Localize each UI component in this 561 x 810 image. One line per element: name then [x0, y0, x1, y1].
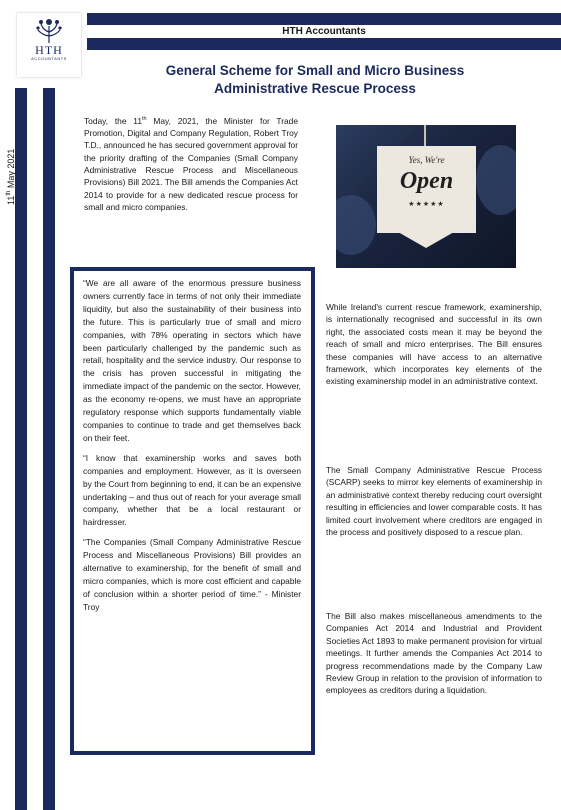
minister-quote — [83, 277, 301, 621]
quote-paragraph-2: “I know that examinership works and saves both companies and employment. However, as it is overseen by the Court from beginning to end, it can be an expensive undertaking – and thus out of reach for your average small company, whether that be a local restaurant or hairdresser. — [83, 452, 301, 528]
logo-letters: HTH — [35, 43, 63, 57]
right-paragraph-3: The Bill also makes miscellaneous amendments to the Companies Act 2014 and Industrial and Provident Societies Act 1893 to make permanent provision for virtual meetings. It further amends the Companies Act 2014 to progress recommendations made by the Company Law Review Group in relation to the provision of information to employees as creditors during a liquidation. — [326, 611, 542, 696]
intro-part2: May, 2021, the Minister for Trade Promotion, Digital and Company Regulation, Robert Troy T.D., announced he has secured government approval for the priority drafting of the Companies (Small Company Administrative Rescue Process and Miscellaneous Provisions) Bill 2021. The Bill amends the Companies Act 2014 to provide for a new dedicated rescue process for small and micro companies. — [84, 115, 298, 212]
title-line-2: Administrative Rescue Process — [214, 81, 416, 96]
title-line-1: General Scheme for Small and Micro Business — [165, 63, 465, 78]
sign-string — [424, 125, 426, 147]
vertical-date — [6, 149, 16, 205]
right-paragraph-1: While Ireland's current rescue framework, examinership, is internationally recognised and successful in its own right, the associated costs mean it may be beyond the reach of small and micro enterprises. The Bill ensures these companies will have access to an alternative framework, which incorporates key elements of the existing examinership model in an administrative context. — [326, 302, 542, 387]
sign-line-1: Yes, We're — [408, 155, 445, 165]
flower-icon — [34, 16, 64, 44]
quote-paragraph-1: “We are all aware of the enormous pressure business owners currently face in terms of not only their immediate liquidity, but also the sustainability of their business into the future. This is particularly true of small and micro companies, with 78% operating in sectors which have been particularly challenged by the pandemic such as retail, hospitality and the service industry. Our response to the crisis has proven successful in mitigating the immediate impact of the pandemic on the sector. However, as the economy re-opens, we must have an appropriate regulatory response which supports fundamentally viable companies to continue to trade and get themselves back on their feet. — [83, 278, 301, 443]
header-top-bar — [87, 13, 561, 25]
logo-subtitle: ACCOUNTANTS — [31, 56, 67, 61]
page-title — [100, 62, 530, 98]
date-rest: May 2021 — [6, 148, 16, 191]
intro-part1: Today, the 11 — [84, 115, 142, 126]
date-suffix: th — [6, 190, 12, 196]
intro-sup: th — [141, 116, 147, 122]
header-company-name: HTH Accountants — [282, 26, 366, 37]
sign-point — [377, 220, 475, 248]
open-sign-photo — [336, 125, 516, 268]
date-day: 11 — [6, 195, 16, 205]
sign-line-2: Open — [399, 168, 454, 194]
header-bottom-bar — [87, 38, 561, 50]
quote-paragraph-3: “The Companies (Small Company Administrative Rescue Process and Miscellaneous Provisions) Bill provides an alternative to examinership, for the benefit of small and micro companies, which is more cost efficient and capable of conclusion within a shorter period of time.” - Minister Troy — [83, 537, 301, 612]
right-paragraph-2: The Small Company Administrative Rescue Process (SCARP) seeks to mirror key elements of examinership in an administrative context thereby reducing court oversight resulting in efficiencies and lower comparable costs. It has limited court involvement where creditors are engaged in the process and positively disposed to a rescue plan. — [326, 465, 542, 538]
intro-paragraph — [84, 113, 298, 213]
sign-stars: ★★★★★ — [408, 201, 445, 208]
company-logo — [17, 13, 81, 77]
left-decor-bar — [15, 88, 27, 810]
left-decor-bar-inner — [43, 88, 55, 810]
